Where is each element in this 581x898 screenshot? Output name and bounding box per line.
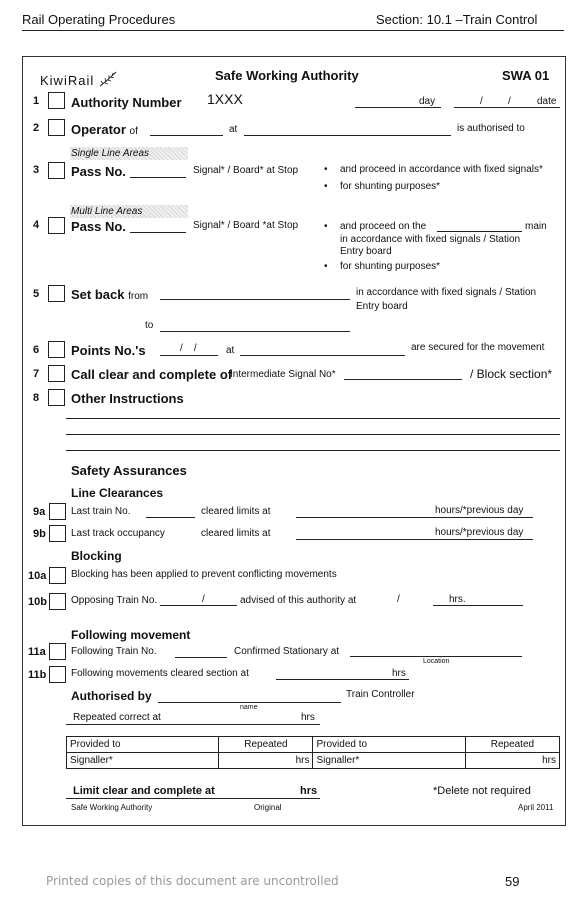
hrs-label: hrs — [300, 785, 318, 797]
operator-label — [71, 122, 138, 137]
limit-clear-label: Limit clear and complete at — [73, 785, 215, 797]
signal-board-text: Signal* / Board* at Stop — [193, 165, 299, 176]
call-clear-checkbox[interactable] — [48, 365, 65, 382]
date-separator: / — [480, 96, 483, 107]
day-field[interactable] — [355, 107, 441, 108]
kiwirail-logo — [40, 71, 117, 88]
pass-no-field[interactable] — [130, 232, 186, 233]
row-number: 9b — [33, 528, 46, 540]
document-header-left: Rail Operating Procedures — [22, 12, 176, 27]
date-field[interactable] — [454, 107, 560, 108]
advised-label: advised of this authority at — [240, 595, 357, 606]
following-train-field[interactable] — [175, 657, 227, 658]
proceed-main-option: • and proceed on the — [340, 221, 426, 232]
opposing-train-checkbox[interactable] — [49, 593, 66, 610]
points-location-field[interactable] — [240, 355, 405, 356]
confirmed-stationary-label: Confirmed Stationary at — [234, 646, 340, 657]
call-clear-label: Call clear and complete of — [71, 367, 233, 382]
row-number: 7 — [33, 368, 40, 380]
hrs-label: hrs. — [449, 594, 466, 605]
delete-note: *Delete not required — [433, 785, 531, 797]
train-controller-label: Train Controller — [346, 689, 415, 700]
at-label: at — [226, 345, 235, 356]
row-number: 10b — [28, 596, 47, 608]
hours-previous-day-label: hours/*previous day — [435, 527, 524, 538]
header-rule — [22, 30, 564, 31]
operator-checkbox[interactable] — [48, 119, 65, 136]
date-label: date — [537, 96, 557, 107]
intermediate-signal-label: Intermediate Signal No* — [230, 369, 336, 380]
following-movement-heading: Following movement — [71, 628, 191, 642]
to-label: to — [145, 320, 154, 331]
table-row — [67, 737, 560, 753]
points-slashes: / / — [180, 343, 197, 354]
form-code: SWA 01 — [502, 68, 550, 83]
points-secured-text: are secured for the movement — [411, 342, 545, 353]
row-number: 6 — [33, 344, 40, 356]
authorised-by-label: Authorised by — [71, 689, 152, 703]
entry-board-text: Entry board — [340, 246, 392, 257]
form-footer-mid: Original — [254, 803, 282, 812]
shunting-option: • for shunting purposes* — [340, 261, 440, 272]
hours-previous-day-label: hours/*previous day — [435, 505, 524, 516]
set-back-from-field[interactable] — [160, 299, 350, 300]
opposing-train-field[interactable] — [160, 605, 237, 606]
row-number: 11b — [28, 669, 47, 681]
authority-number-label: Authority Number — [71, 95, 182, 110]
following-cleared-field[interactable] — [276, 679, 409, 680]
blocking-applied-checkbox[interactable] — [49, 567, 66, 584]
pass-no-field[interactable] — [130, 177, 186, 178]
pass-no-label: Pass No. — [71, 219, 126, 234]
signal-board-text: Signal* / Board *at Stop — [193, 220, 299, 231]
instructions-line[interactable] — [66, 418, 560, 419]
operator-label-text: Operator — [71, 122, 126, 137]
row-number: 4 — [33, 219, 40, 231]
row-number: 11a — [28, 646, 46, 658]
set-back-to-field[interactable] — [160, 331, 350, 332]
row-number: 1 — [33, 95, 40, 107]
following-cleared-label: Following movements cleared section at — [71, 668, 249, 679]
cleared-limits-label: cleared limits at — [201, 506, 271, 517]
row-number: 10a — [28, 570, 47, 582]
set-back-label-text: Set back — [71, 287, 125, 302]
cleared-limits-field[interactable] — [296, 539, 533, 540]
slash: / — [397, 594, 400, 605]
row-number: 9a — [33, 506, 46, 518]
from-label: from — [128, 291, 149, 302]
points-field[interactable] — [160, 355, 218, 356]
page-number: 59 — [505, 874, 520, 889]
intermediate-signal-field[interactable] — [344, 379, 462, 380]
pass-multi-line-checkbox[interactable] — [48, 217, 65, 234]
limit-clear-field[interactable] — [66, 798, 320, 799]
blocking-applied-label: Blocking has been applied to prevent conflicting movements — [71, 569, 337, 580]
form-footer-right: April 2011 — [518, 803, 554, 812]
points-label: Points No.'s — [71, 343, 146, 358]
fern-logo-icon — [99, 71, 117, 87]
operator-location-field[interactable] — [244, 135, 451, 136]
repeated-correct-label: Repeated correct at — [73, 712, 161, 723]
operator-field[interactable] — [150, 135, 223, 136]
of-label: of — [129, 126, 138, 137]
following-train-checkbox[interactable] — [49, 643, 66, 660]
location-field[interactable] — [350, 656, 522, 657]
slash: / — [202, 594, 205, 605]
table-header: Repeated — [219, 737, 313, 753]
row-number: 3 — [33, 164, 40, 176]
document-header-right: Section: 10.1 –Train Control — [376, 12, 538, 27]
table-header: Repeated — [465, 737, 559, 753]
hrs-label: hrs — [301, 712, 315, 723]
line-clearances-heading: Line Clearances — [71, 486, 164, 500]
following-train-label: Following Train No. — [71, 646, 157, 657]
last-occupancy-label: Last track occupancy — [71, 528, 165, 539]
last-train-field[interactable] — [146, 517, 195, 518]
table-header: Provided to — [67, 737, 219, 753]
hrs-label: hrs — [392, 668, 406, 679]
instructions-line[interactable] — [66, 434, 560, 435]
table-cell[interactable]: Signaller* — [67, 753, 219, 769]
cleared-limits-label: cleared limits at — [201, 528, 271, 539]
form-footer-left: Safe Working Authority — [71, 803, 153, 812]
multi-line-areas-label: Multi Line Areas — [71, 206, 143, 217]
cleared-limits-field[interactable] — [296, 517, 533, 518]
other-instructions-checkbox[interactable] — [48, 389, 65, 406]
main-line-field[interactable] — [437, 231, 522, 232]
pass-single-line-checkbox[interactable] — [48, 162, 65, 179]
uncontrolled-note: Printed copies of this document are uncontrolled — [46, 874, 339, 888]
table-cell[interactable]: Signaller* — [313, 753, 465, 769]
provided-to-table — [66, 736, 560, 769]
table-cell[interactable]: hrs — [219, 753, 313, 769]
opposing-train-label: Opposing Train No. — [71, 595, 158, 606]
following-cleared-checkbox[interactable] — [49, 666, 66, 683]
row-number: 2 — [33, 122, 40, 134]
authorised-to-text: is authorised to — [457, 123, 525, 134]
form-title: Safe Working Authority — [215, 68, 359, 83]
other-instructions-label: Other Instructions — [71, 391, 184, 406]
authorised-name-field[interactable] — [158, 702, 341, 703]
last-train-checkbox[interactable] — [49, 503, 66, 520]
location-caption: Location — [423, 658, 450, 665]
row-number: 8 — [33, 392, 40, 404]
proceed-main-text: in accordance with fixed signals / Station — [340, 234, 521, 245]
blocking-heading: Blocking — [71, 549, 122, 563]
safety-assurances-heading: Safety Assurances — [71, 463, 187, 478]
shunting-option: • for shunting purposes* — [340, 181, 440, 192]
table-row — [67, 753, 560, 769]
single-line-areas-label: Single Line Areas — [71, 148, 150, 159]
set-back-checkbox[interactable] — [48, 285, 65, 302]
entry-board-text: Entry board — [356, 301, 408, 312]
proceed-fixed-signals-option: • and proceed in accordance with fixed signals* — [340, 164, 543, 175]
set-back-label — [71, 287, 148, 302]
block-section-label: / Block section* — [470, 367, 553, 381]
row-number: 5 — [33, 288, 40, 300]
points-checkbox[interactable] — [48, 341, 65, 358]
authority-number-checkbox[interactable] — [48, 92, 65, 109]
set-back-text: in accordance with fixed signals / Station — [356, 287, 537, 298]
instructions-line[interactable] — [66, 450, 560, 451]
name-caption: name — [240, 704, 258, 711]
last-occupancy-checkbox[interactable] — [49, 525, 66, 542]
hrs-field[interactable] — [433, 605, 523, 606]
day-label: day — [419, 96, 436, 107]
at-label: at — [229, 124, 238, 135]
date-separator: / — [508, 96, 511, 107]
logo-text: KiwiRail — [40, 73, 95, 88]
last-train-label: Last train No. — [71, 506, 131, 517]
main-label: main — [525, 221, 547, 232]
repeated-correct-field[interactable] — [66, 724, 320, 725]
pass-no-label: Pass No. — [71, 164, 126, 179]
table-header: Provided to — [313, 737, 465, 753]
table-cell[interactable]: hrs — [465, 753, 559, 769]
authority-number-value[interactable]: 1XXX — [207, 91, 243, 107]
